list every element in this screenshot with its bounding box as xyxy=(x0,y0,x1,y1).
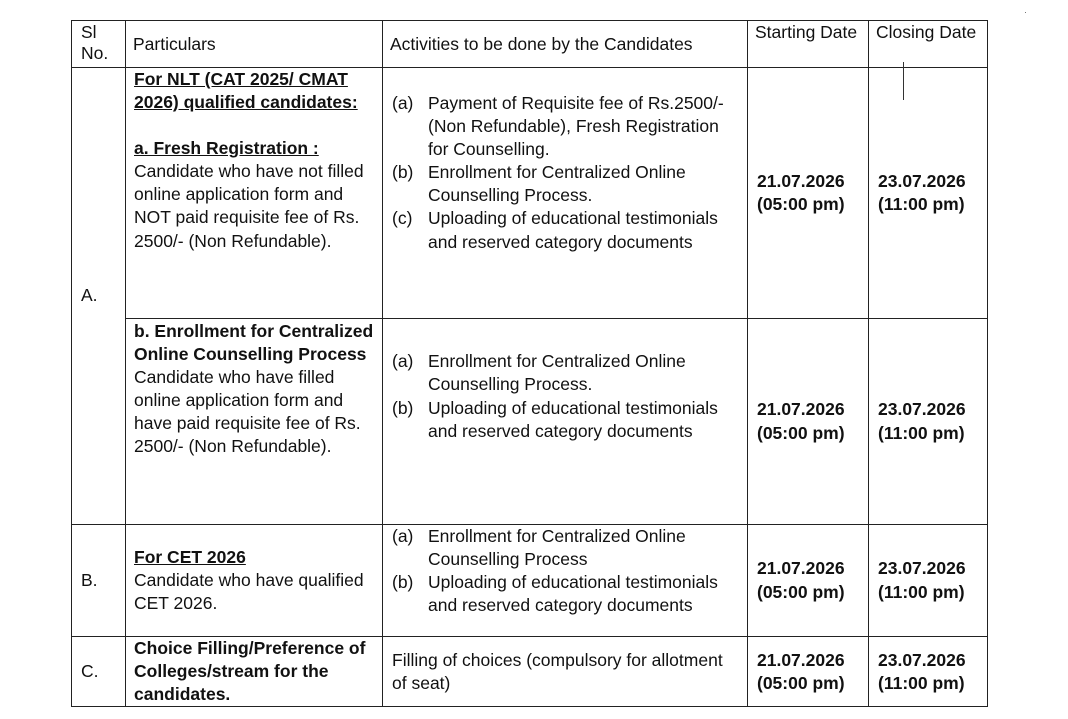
activities-cell xyxy=(383,637,748,707)
sl-cell xyxy=(72,68,126,525)
activities-cell xyxy=(383,525,748,637)
close-date-cell: 23.07.2026 (11:00 pm) xyxy=(869,637,988,707)
header-starting-date: Starting Date xyxy=(748,21,869,68)
particulars-cell xyxy=(126,68,383,319)
start-date-cell: 21.07.2026 (05:00 pm) xyxy=(748,525,869,637)
particulars-cell xyxy=(126,319,383,525)
scan-mark xyxy=(903,62,904,100)
group-title: For NLT (CAT 2025/ CMAT 2026) qualified candidates: xyxy=(134,69,358,113)
sub-title: b. Enrollment for Centralized Online Counselling Process xyxy=(134,321,374,365)
sl-number: C. xyxy=(81,661,99,682)
table-row xyxy=(72,525,988,637)
table-row xyxy=(72,637,988,707)
group-title: Choice Filling/Preference of Colleges/stream for the candidates. xyxy=(134,638,366,705)
particulars-desc: Candidate who have filled online application form and have paid requisite fee of Rs. 2500/- (Non Refundable). xyxy=(134,367,361,457)
activity-item: (b) Uploading of educational testimonials and reserved category documents xyxy=(392,397,718,441)
sl-cell xyxy=(72,525,126,637)
sl-cell xyxy=(72,637,126,707)
activity-item: (b) Uploading of educational testimonials and reserved category documents xyxy=(392,572,718,616)
header-particulars: Particulars xyxy=(126,21,383,68)
activity-item: (c) Uploading of educational testimonials and reserved category documents xyxy=(392,208,718,252)
start-date-cell: 21.07.2026 (05:00 pm) xyxy=(748,637,869,707)
schedule-table xyxy=(71,20,988,707)
header-closing-date: Closing Date xyxy=(869,21,988,68)
activity-item: (a) Enrollment for Centralized Online Counselling Process. xyxy=(392,351,686,395)
scan-dot xyxy=(1025,12,1026,13)
close-date-cell: 23.07.2026 (11:00 pm) xyxy=(869,319,988,525)
sub-title: a. Fresh Registration : xyxy=(134,138,319,159)
close-date-cell: 23.07.2026 (11:00 pm) xyxy=(869,68,988,319)
header-sl-no: Sl No. xyxy=(72,21,126,68)
table-row xyxy=(72,68,988,319)
header-activities: Activities to be done by the Candidates xyxy=(383,21,748,68)
group-title: For CET 2026 xyxy=(134,546,246,567)
activity-item: (a) Enrollment for Centralized Online Counselling Process xyxy=(392,526,686,570)
header-row xyxy=(72,21,988,68)
activity-text: Filling of choices (compulsory for allotment of seat) xyxy=(392,649,723,693)
activity-item: (a) Payment of Requisite fee of Rs.2500/- (Non Refundable), Fresh Registration for Counselling. xyxy=(392,93,724,160)
activities-cell xyxy=(383,319,748,525)
start-date-cell: 21.07.2026 (05:00 pm) xyxy=(748,68,869,319)
activities-cell xyxy=(383,68,748,319)
particulars-desc: Candidate who have qualified CET 2026. xyxy=(134,569,364,614)
particulars-desc: Candidate who have not filled online application form and NOT paid requisite fee of Rs. 2500/- (Non Refundable). xyxy=(134,161,364,251)
particulars-cell xyxy=(126,525,383,637)
start-date-cell: 21.07.2026 (05:00 pm) xyxy=(748,319,869,525)
sl-number: A. xyxy=(81,285,98,306)
activity-item: (b) Enrollment for Centralized Online Counselling Process. xyxy=(392,162,686,206)
table-row xyxy=(72,319,988,525)
close-date-cell: 23.07.2026 (11:00 pm) xyxy=(869,525,988,637)
particulars-cell xyxy=(126,637,383,707)
sl-number: B. xyxy=(81,569,98,590)
